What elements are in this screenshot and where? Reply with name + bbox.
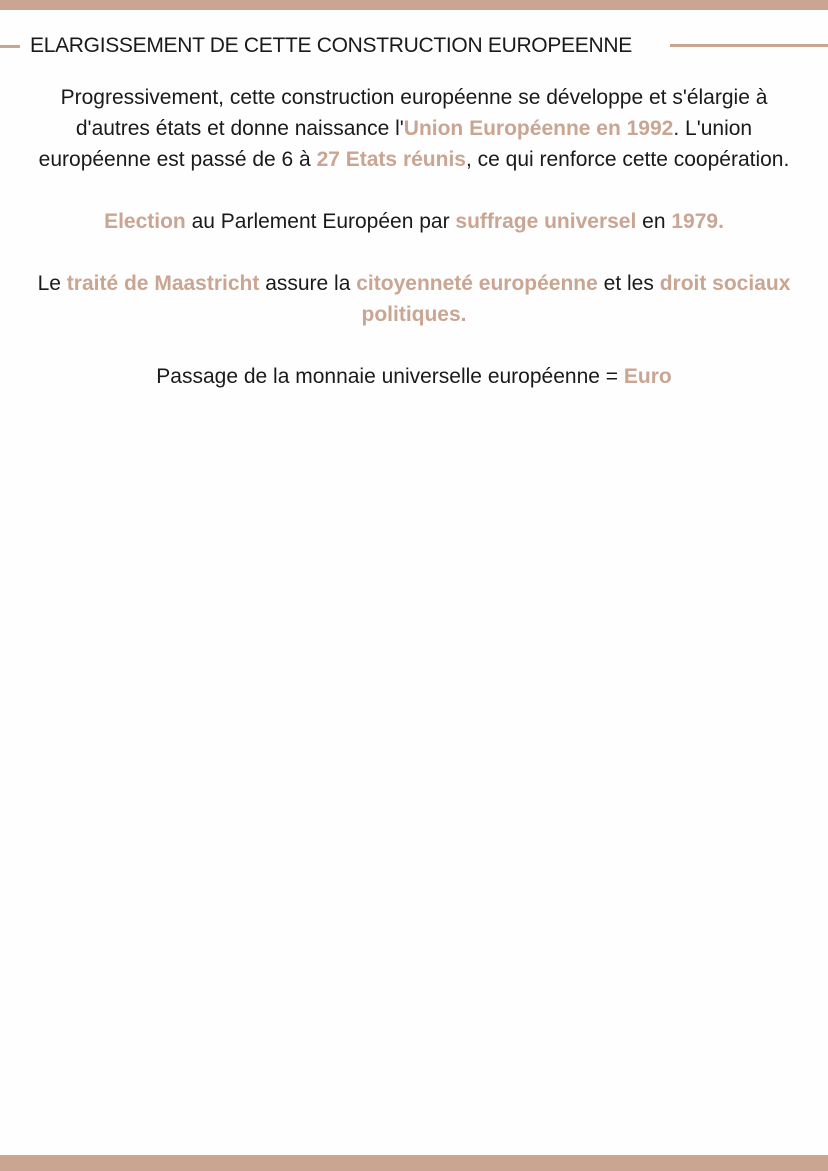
paragraph-euro [30, 361, 798, 392]
paragraph-enlargement [30, 82, 798, 175]
text-segment: au Parlement Européen par [185, 210, 456, 233]
heading-rule-right [670, 44, 828, 47]
content-body [30, 82, 798, 423]
text-segment: Progressivement, cette construction européenne se développe et s'élargie à d'autres états et donne naissance l' [60, 86, 768, 140]
text-segment: et les [597, 272, 660, 295]
text-segment: en [636, 210, 672, 233]
paragraph-election [30, 206, 798, 237]
text-segment: , ce qui renforce cette coopération. [465, 148, 790, 171]
highlight-droit-sociaux: droit sociaux politiques. [361, 272, 791, 326]
heading-rule-left [0, 45, 20, 48]
section-title: ELARGISSEMENT DE CETTE CONSTRUCTION EUROPEENNE [30, 34, 632, 57]
text-segment: Passage de la monnaie universelle européenne = [156, 365, 624, 388]
highlight-citoyennete: citoyenneté européenne [356, 272, 598, 295]
highlight-election: Election [104, 210, 186, 233]
top-border-bar [0, 0, 828, 10]
text-segment: assure la [259, 272, 357, 295]
bottom-border-bar [0, 1155, 828, 1171]
paragraph-maastricht [30, 268, 798, 330]
highlight-union-europeenne: Union Européenne en 1992 [403, 117, 674, 140]
text-segment: . L'union européenne est passé de 6 à [38, 117, 753, 171]
highlight-27-etats: 27 Etats réunis [316, 148, 466, 171]
highlight-1979: 1979. [671, 210, 724, 233]
highlight-suffrage-universel: suffrage universel [455, 210, 637, 233]
section-heading [0, 33, 828, 59]
text-segment: Le [37, 272, 67, 295]
highlight-traite-maastricht: traité de Maastricht [66, 272, 260, 295]
highlight-euro: Euro [623, 365, 672, 388]
